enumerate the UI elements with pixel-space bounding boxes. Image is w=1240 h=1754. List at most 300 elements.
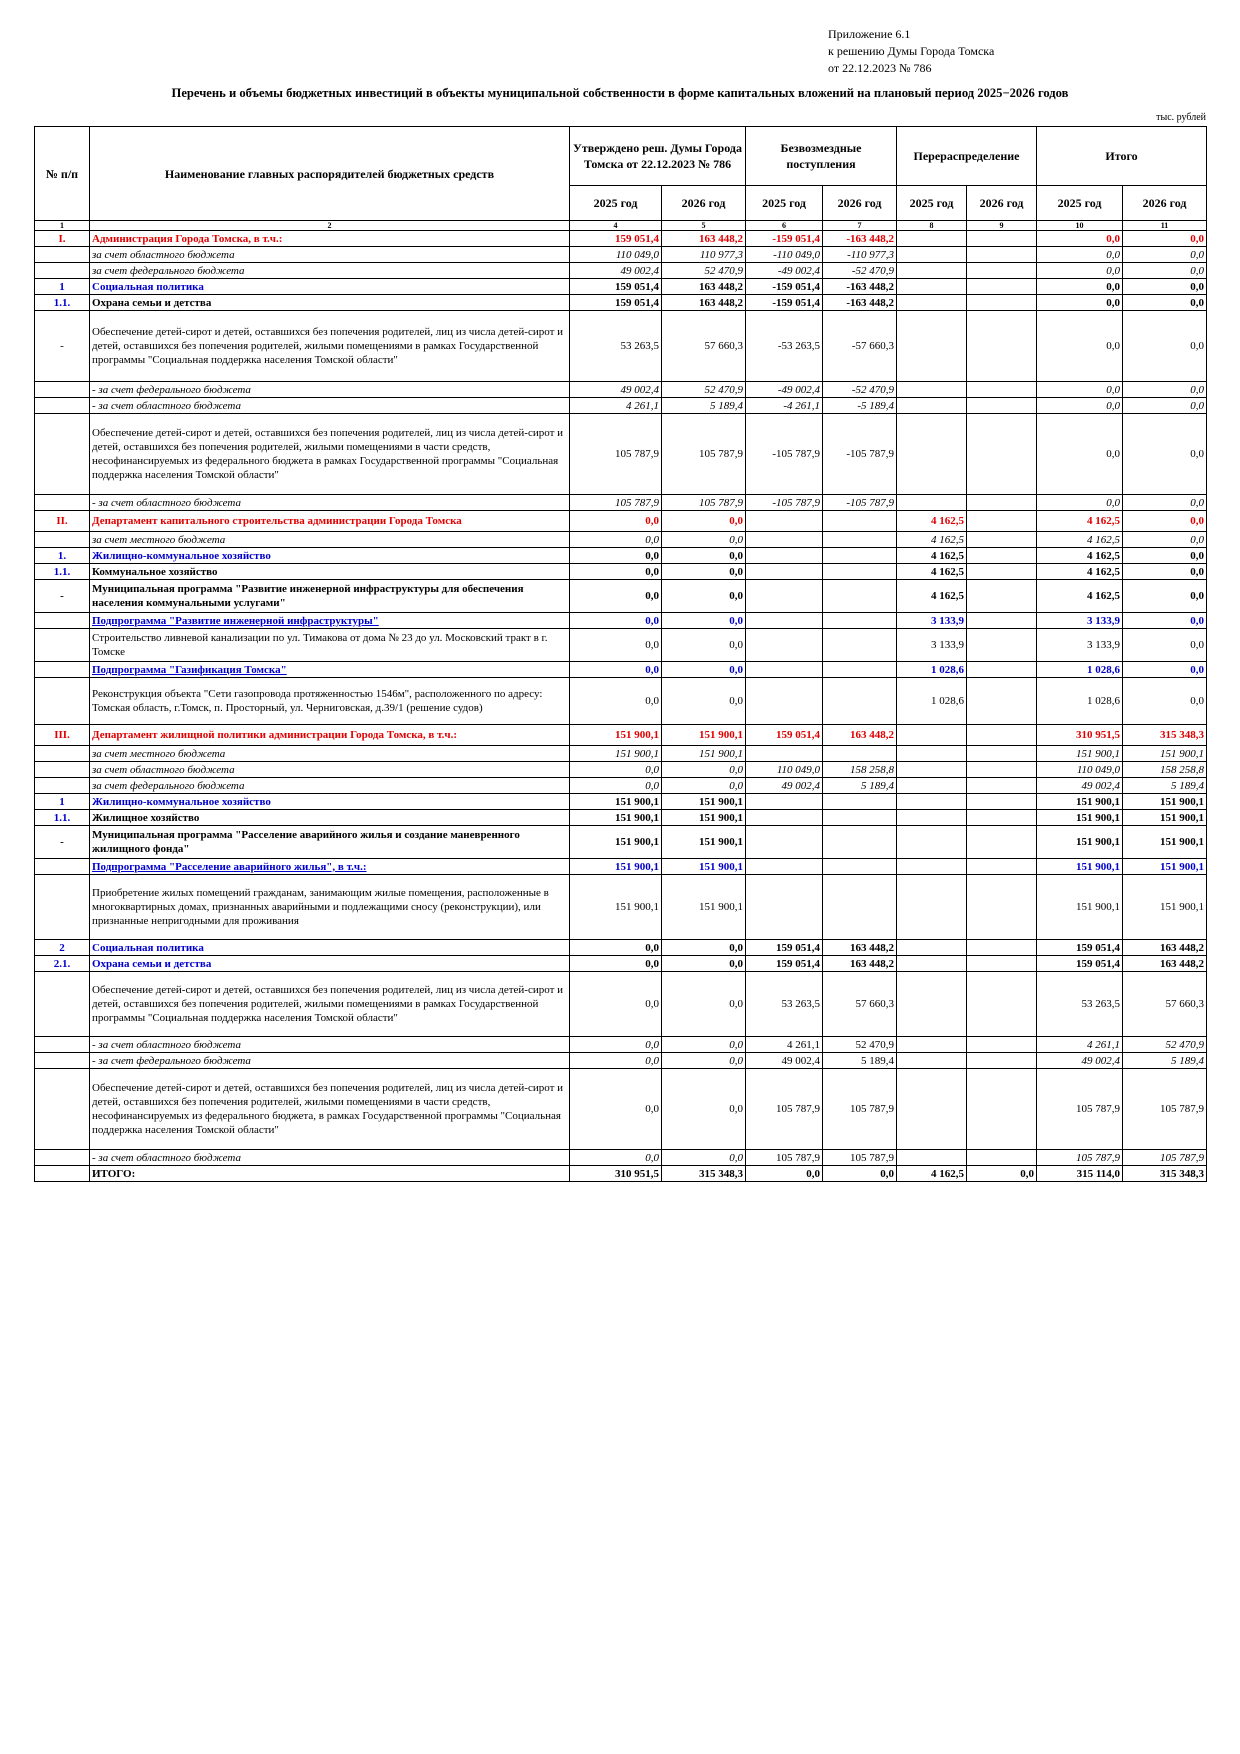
value-cell: 0,0 — [570, 548, 662, 564]
value-cell: 151 900,1 — [1123, 859, 1207, 875]
value-cell — [967, 794, 1037, 810]
row-number — [35, 746, 90, 762]
column-number: 6 — [746, 221, 823, 231]
row-name: за счет местного бюджета — [90, 746, 570, 762]
value-cell: 4 162,5 — [897, 1166, 967, 1182]
appendix-line-3: от 22.12.2023 № 786 — [828, 61, 932, 75]
value-cell: 0,0 — [1123, 511, 1207, 532]
value-cell: -53 263,5 — [746, 311, 823, 382]
value-cell: 151 900,1 — [662, 875, 746, 940]
value-cell — [897, 794, 967, 810]
value-cell: 315 348,3 — [1123, 725, 1207, 746]
table-row — [35, 247, 1207, 263]
value-cell: 151 900,1 — [1123, 794, 1207, 810]
row-number — [35, 247, 90, 263]
value-cell: 159 051,4 — [570, 295, 662, 311]
row-number — [35, 263, 90, 279]
table-row — [35, 662, 1207, 678]
row-number — [35, 414, 90, 495]
row-number — [35, 1053, 90, 1069]
row-number — [35, 972, 90, 1037]
value-cell — [967, 1037, 1037, 1053]
value-cell: 151 900,1 — [662, 725, 746, 746]
value-cell — [897, 311, 967, 382]
value-cell: 0,0 — [662, 662, 746, 678]
row-name: Реконструкция объекта "Сети газопровода протяженностью 1546м", расположенного по адресу: Томская область, г.Томск, п. Просторный, ул. Черниговская, д.39/1 (решение судов) — [90, 678, 570, 725]
value-cell: -5 189,4 — [823, 398, 897, 414]
column-number: 10 — [1037, 221, 1123, 231]
value-cell — [967, 678, 1037, 725]
table-row — [35, 940, 1207, 956]
value-cell: 0,0 — [1123, 662, 1207, 678]
header-redistribution: Перераспределение — [897, 127, 1037, 186]
value-cell: 0,0 — [662, 956, 746, 972]
value-cell: 0,0 — [1123, 532, 1207, 548]
value-cell: 1 028,6 — [897, 678, 967, 725]
value-cell: 5 189,4 — [1123, 1053, 1207, 1069]
row-name: Обеспечение детей-сирот и детей, оставшихся без попечения родителей, лиц из числа детей-сирот и детей, оставшихся без попечения родителей, жилыми помещениями в рамках Государственной программы "Социальная поддержка населения Томской области" — [90, 972, 570, 1037]
value-cell — [967, 826, 1037, 859]
value-cell: 0,0 — [1037, 382, 1123, 398]
value-cell — [967, 279, 1037, 295]
value-cell — [897, 1069, 967, 1150]
column-number: 4 — [570, 221, 662, 231]
value-cell: 0,0 — [1123, 495, 1207, 511]
value-cell — [823, 875, 897, 940]
value-cell: 0,0 — [662, 972, 746, 1037]
value-cell: -49 002,4 — [746, 382, 823, 398]
row-name: за счет местного бюджета — [90, 532, 570, 548]
value-cell: 49 002,4 — [570, 263, 662, 279]
value-cell: 105 787,9 — [1123, 1150, 1207, 1166]
value-cell — [746, 629, 823, 662]
value-cell — [746, 532, 823, 548]
column-number: 5 — [662, 221, 746, 231]
row-number — [35, 532, 90, 548]
table-row — [35, 1166, 1207, 1182]
value-cell: -105 787,9 — [746, 414, 823, 495]
row-name: Жилищно-коммунальное хозяйство — [90, 548, 570, 564]
column-number: 2 — [90, 221, 570, 231]
value-cell: 159 051,4 — [570, 279, 662, 295]
value-cell — [823, 532, 897, 548]
value-cell — [967, 613, 1037, 629]
value-cell: 151 900,1 — [1037, 875, 1123, 940]
table-body — [35, 231, 1207, 1182]
value-cell — [746, 859, 823, 875]
value-cell: 163 448,2 — [823, 940, 897, 956]
value-cell: 0,0 — [662, 532, 746, 548]
value-cell: -159 051,4 — [746, 231, 823, 247]
value-cell: -57 660,3 — [823, 311, 897, 382]
header-year: 2026 год — [1123, 186, 1207, 221]
value-cell: 105 787,9 — [570, 414, 662, 495]
value-cell: 0,0 — [662, 629, 746, 662]
value-cell: -163 448,2 — [823, 231, 897, 247]
value-cell — [897, 247, 967, 263]
value-cell: 0,0 — [662, 1069, 746, 1150]
header-name: Наименование главных распорядителей бюджетных средств — [90, 127, 570, 221]
value-cell: 0,0 — [1037, 495, 1123, 511]
value-cell: -49 002,4 — [746, 263, 823, 279]
value-cell: 4 162,5 — [897, 564, 967, 580]
value-cell: 52 470,9 — [662, 263, 746, 279]
value-cell: 57 660,3 — [823, 972, 897, 1037]
row-name: Обеспечение детей-сирот и детей, оставшихся без попечения родителей, лиц из числа детей-сирот и детей, оставшихся без попечения родителей, жилыми помещениями в части средств, несофинансируемых из федерального бюджета в рамках Государственной программы "Социальная поддержка населения Томской области" — [90, 414, 570, 495]
table-row — [35, 956, 1207, 972]
header-year: 2026 год — [662, 186, 746, 221]
value-cell — [967, 940, 1037, 956]
value-cell — [967, 495, 1037, 511]
value-cell — [897, 810, 967, 826]
value-cell: 158 258,8 — [823, 762, 897, 778]
value-cell: 0,0 — [1123, 629, 1207, 662]
value-cell: -110 977,3 — [823, 247, 897, 263]
row-name: за счет федерального бюджета — [90, 263, 570, 279]
value-cell — [897, 940, 967, 956]
value-cell: 0,0 — [570, 511, 662, 532]
value-cell: -110 049,0 — [746, 247, 823, 263]
value-cell: 0,0 — [1123, 398, 1207, 414]
value-cell: 3 133,9 — [897, 629, 967, 662]
value-cell: 0,0 — [1037, 311, 1123, 382]
value-cell: 1 028,6 — [897, 662, 967, 678]
value-cell: 0,0 — [662, 613, 746, 629]
value-cell: 0,0 — [570, 613, 662, 629]
table-row — [35, 382, 1207, 398]
value-cell: 151 900,1 — [1037, 746, 1123, 762]
value-cell — [967, 263, 1037, 279]
value-cell: 0,0 — [570, 629, 662, 662]
value-cell: 163 448,2 — [662, 279, 746, 295]
row-number: II. — [35, 511, 90, 532]
value-cell: 53 263,5 — [1037, 972, 1123, 1037]
value-cell: 159 051,4 — [746, 956, 823, 972]
row-number: - — [35, 311, 90, 382]
table-row — [35, 778, 1207, 794]
value-cell: 4 162,5 — [897, 511, 967, 532]
value-cell — [967, 662, 1037, 678]
value-cell — [897, 382, 967, 398]
value-cell — [823, 511, 897, 532]
value-cell: -159 051,4 — [746, 279, 823, 295]
value-cell: 0,0 — [570, 1150, 662, 1166]
value-cell — [746, 826, 823, 859]
value-cell — [967, 629, 1037, 662]
value-cell: 0,0 — [1123, 678, 1207, 725]
value-cell: 0,0 — [1123, 231, 1207, 247]
table-header — [35, 127, 1207, 231]
value-cell: 49 002,4 — [746, 778, 823, 794]
value-cell: 151 900,1 — [662, 810, 746, 826]
value-cell: 5 189,4 — [662, 398, 746, 414]
value-cell: -105 787,9 — [823, 414, 897, 495]
value-cell — [823, 859, 897, 875]
value-cell: 0,0 — [662, 1150, 746, 1166]
value-cell: 0,0 — [570, 762, 662, 778]
value-cell: 4 162,5 — [1037, 532, 1123, 548]
value-cell — [967, 875, 1037, 940]
header-total: Итого — [1037, 127, 1207, 186]
row-number — [35, 629, 90, 662]
table-row — [35, 746, 1207, 762]
value-cell: 163 448,2 — [662, 295, 746, 311]
value-cell: 151 900,1 — [1037, 859, 1123, 875]
value-cell — [897, 725, 967, 746]
row-number — [35, 613, 90, 629]
row-number — [35, 1150, 90, 1166]
value-cell: 0,0 — [1123, 564, 1207, 580]
value-cell: 4 162,5 — [897, 548, 967, 564]
value-cell: 49 002,4 — [1037, 778, 1123, 794]
value-cell: 151 900,1 — [570, 826, 662, 859]
value-cell — [967, 725, 1037, 746]
value-cell: 0,0 — [662, 564, 746, 580]
column-number: 1 — [35, 221, 90, 231]
value-cell: 105 787,9 — [1037, 1150, 1123, 1166]
value-cell: 151 900,1 — [662, 794, 746, 810]
value-cell: 151 900,1 — [1037, 794, 1123, 810]
value-cell: 163 448,2 — [823, 725, 897, 746]
header-year: 2026 год — [967, 186, 1037, 221]
table-row — [35, 295, 1207, 311]
value-cell — [967, 247, 1037, 263]
table-row — [35, 311, 1207, 382]
value-cell: 151 900,1 — [662, 859, 746, 875]
row-number — [35, 662, 90, 678]
value-cell: 4 261,1 — [1037, 1037, 1123, 1053]
value-cell: 0,0 — [1123, 613, 1207, 629]
value-cell — [967, 956, 1037, 972]
column-number: 11 — [1123, 221, 1207, 231]
row-number — [35, 875, 90, 940]
value-cell: 105 787,9 — [823, 1150, 897, 1166]
value-cell: 0,0 — [1123, 382, 1207, 398]
budget-table — [34, 126, 1207, 1182]
value-cell — [967, 746, 1037, 762]
table-row — [35, 629, 1207, 662]
header-year: 2025 год — [570, 186, 662, 221]
value-cell: 0,0 — [570, 956, 662, 972]
column-number: 8 — [897, 221, 967, 231]
value-cell: 52 470,9 — [1123, 1037, 1207, 1053]
value-cell — [967, 511, 1037, 532]
value-cell: 4 261,1 — [570, 398, 662, 414]
table-row — [35, 859, 1207, 875]
value-cell: 0,0 — [570, 1037, 662, 1053]
value-cell — [746, 580, 823, 613]
value-cell: 315 348,3 — [1123, 1166, 1207, 1182]
row-number — [35, 398, 90, 414]
value-cell: 159 051,4 — [570, 231, 662, 247]
value-cell: 0,0 — [1123, 580, 1207, 613]
row-name: Приобретение жилых помещений гражданам, занимающим жилые помещения, расположенные в многоквартирных домах, признанных аварийными и подлежащими сносу (реконструкции), или признанные непригодными для проживания — [90, 875, 570, 940]
value-cell: 310 951,5 — [570, 1166, 662, 1182]
value-cell: 0,0 — [1123, 279, 1207, 295]
row-number: 1 — [35, 279, 90, 295]
value-cell — [967, 311, 1037, 382]
value-cell: 110 049,0 — [746, 762, 823, 778]
row-name: - за счет федерального бюджета — [90, 1053, 570, 1069]
value-cell: 159 051,4 — [1037, 956, 1123, 972]
value-cell: 151 900,1 — [570, 725, 662, 746]
value-cell: 0,0 — [1037, 279, 1123, 295]
value-cell: 110 049,0 — [1037, 762, 1123, 778]
value-cell — [897, 1150, 967, 1166]
value-cell: 0,0 — [662, 511, 746, 532]
value-cell: 53 263,5 — [570, 311, 662, 382]
row-name: Обеспечение детей-сирот и детей, оставшихся без попечения родителей, лиц из числа детей-сирот и детей, оставшихся без попечения родителей, жилыми помещениями в части средств, несофинансируемых из федерального бюджета, в рамках Государственной программы "Социальная поддержка населения Томской области" — [90, 1069, 570, 1150]
row-name: Департамент капитального строительства администрации Города Томска — [90, 511, 570, 532]
value-cell: 151 900,1 — [662, 826, 746, 859]
units-label: тыс. рублей — [1156, 112, 1206, 123]
value-cell: 57 660,3 — [662, 311, 746, 382]
row-name: Администрация Города Томска, в т.ч.: — [90, 231, 570, 247]
table-row — [35, 875, 1207, 940]
header-year: 2025 год — [746, 186, 823, 221]
document-title: Перечень и объемы бюджетных инвестиций в объекты муниципальной собственности в форме капитальных вложений на плановый период 2025−2026 годов — [171, 86, 1069, 100]
value-cell — [823, 678, 897, 725]
value-cell: 163 448,2 — [1123, 940, 1207, 956]
value-cell — [967, 972, 1037, 1037]
row-name: за счет областного бюджета — [90, 762, 570, 778]
appendix-line-2: к решению Думы Города Томска — [828, 44, 995, 58]
value-cell: 105 787,9 — [1037, 1069, 1123, 1150]
row-number — [35, 382, 90, 398]
value-cell: -52 470,9 — [823, 263, 897, 279]
row-name: ИТОГО: — [90, 1166, 570, 1182]
table-row — [35, 231, 1207, 247]
value-cell: 0,0 — [570, 1069, 662, 1150]
value-cell — [897, 875, 967, 940]
row-number — [35, 678, 90, 725]
row-name: Социальная политика — [90, 940, 570, 956]
value-cell: 4 162,5 — [897, 532, 967, 548]
row-name: - за счет областного бюджета — [90, 1150, 570, 1166]
value-cell: -163 448,2 — [823, 279, 897, 295]
value-cell: 151 900,1 — [570, 794, 662, 810]
value-cell: -4 261,1 — [746, 398, 823, 414]
value-cell: 0,0 — [570, 1053, 662, 1069]
value-cell: 3 133,9 — [1037, 613, 1123, 629]
value-cell — [897, 826, 967, 859]
row-number: 1.1. — [35, 810, 90, 826]
value-cell — [967, 564, 1037, 580]
value-cell: 0,0 — [570, 580, 662, 613]
value-cell: 0,0 — [662, 762, 746, 778]
value-cell — [897, 762, 967, 778]
value-cell: 105 787,9 — [662, 495, 746, 511]
value-cell — [897, 398, 967, 414]
value-cell — [823, 662, 897, 678]
value-cell: 49 002,4 — [1037, 1053, 1123, 1069]
row-number: III. — [35, 725, 90, 746]
row-number: 1.1. — [35, 564, 90, 580]
value-cell — [967, 580, 1037, 613]
row-name: Жилищное хозяйство — [90, 810, 570, 826]
value-cell: -52 470,9 — [823, 382, 897, 398]
value-cell — [967, 810, 1037, 826]
value-cell — [823, 548, 897, 564]
column-number: 9 — [967, 221, 1037, 231]
value-cell: 5 189,4 — [1123, 778, 1207, 794]
row-number — [35, 495, 90, 511]
value-cell — [823, 810, 897, 826]
table-row — [35, 263, 1207, 279]
value-cell — [823, 826, 897, 859]
header-year: 2025 год — [1037, 186, 1123, 221]
value-cell — [823, 746, 897, 762]
value-cell — [746, 662, 823, 678]
table-row — [35, 511, 1207, 532]
value-cell: 0,0 — [662, 778, 746, 794]
value-cell — [746, 511, 823, 532]
value-cell: 0,0 — [746, 1166, 823, 1182]
header-num: № п/п — [35, 127, 90, 221]
row-name: Коммунальное хозяйство — [90, 564, 570, 580]
row-name: Муниципальная программа "Развитие инженерной инфраструктуры для обеспечения населения коммунальными услугами" — [90, 580, 570, 613]
value-cell: -163 448,2 — [823, 295, 897, 311]
header-year: 2026 год — [823, 186, 897, 221]
table-row — [35, 495, 1207, 511]
value-cell: 158 258,8 — [1123, 762, 1207, 778]
value-cell — [823, 794, 897, 810]
value-cell — [897, 263, 967, 279]
value-cell: 52 470,9 — [823, 1037, 897, 1053]
row-number — [35, 1037, 90, 1053]
value-cell: 151 900,1 — [1123, 810, 1207, 826]
row-number: 1. — [35, 548, 90, 564]
value-cell: 105 787,9 — [746, 1150, 823, 1166]
value-cell: 159 051,4 — [746, 725, 823, 746]
table-row — [35, 580, 1207, 613]
value-cell: 49 002,4 — [746, 1053, 823, 1069]
value-cell: 105 787,9 — [570, 495, 662, 511]
value-cell — [967, 231, 1037, 247]
value-cell: 52 470,9 — [662, 382, 746, 398]
value-cell: 0,0 — [570, 532, 662, 548]
row-number: 1.1. — [35, 295, 90, 311]
value-cell: 151 900,1 — [1037, 810, 1123, 826]
value-cell: 315 114,0 — [1037, 1166, 1123, 1182]
row-number: I. — [35, 231, 90, 247]
value-cell — [967, 398, 1037, 414]
value-cell: 105 787,9 — [662, 414, 746, 495]
row-number — [35, 778, 90, 794]
value-cell: 0,0 — [662, 580, 746, 613]
value-cell: 0,0 — [570, 662, 662, 678]
value-cell — [823, 580, 897, 613]
value-cell: 0,0 — [662, 1053, 746, 1069]
header-year: 2025 год — [897, 186, 967, 221]
row-name: - за счет областного бюджета — [90, 1037, 570, 1053]
value-cell — [746, 746, 823, 762]
value-cell — [897, 414, 967, 495]
value-cell: 105 787,9 — [746, 1069, 823, 1150]
row-name: за счет федерального бюджета — [90, 778, 570, 794]
value-cell: 163 448,2 — [1123, 956, 1207, 972]
value-cell: 0,0 — [662, 1037, 746, 1053]
row-name: Охрана семьи и детства — [90, 295, 570, 311]
table-row — [35, 532, 1207, 548]
value-cell — [897, 231, 967, 247]
value-cell: 0,0 — [662, 940, 746, 956]
header-approved: Утверждено реш. Думы Города Томска от 22.12.2023 № 786 — [570, 127, 746, 186]
value-cell — [897, 1037, 967, 1053]
value-cell: 4 162,5 — [897, 580, 967, 613]
value-cell — [746, 613, 823, 629]
value-cell — [746, 810, 823, 826]
